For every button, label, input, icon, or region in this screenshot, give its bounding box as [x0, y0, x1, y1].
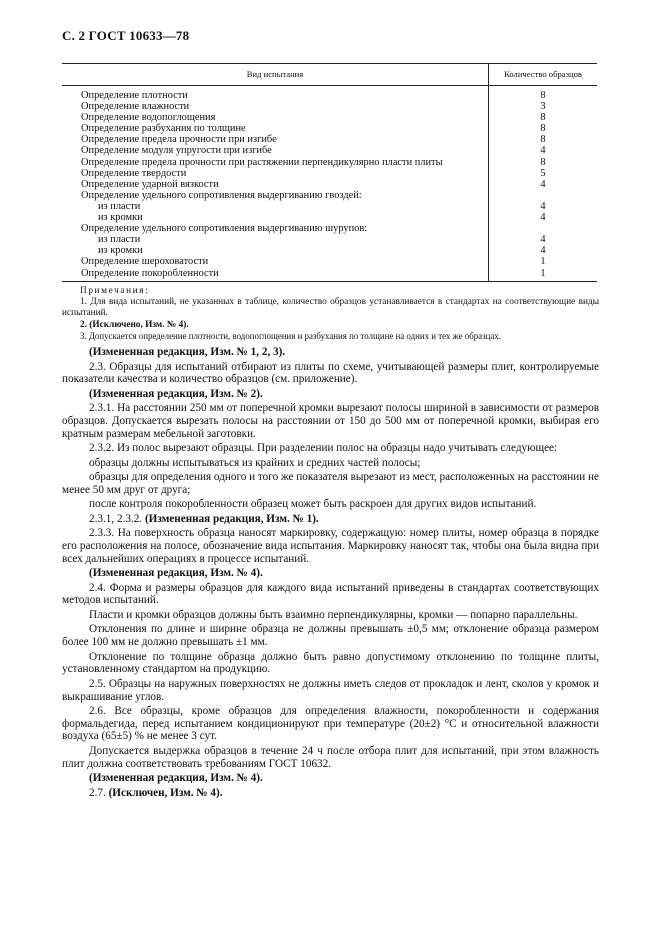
sample-count-cell: 5: [489, 168, 598, 179]
sample-count-cell: 8: [489, 134, 598, 145]
amendment-note: [62, 567, 599, 580]
amendment-note: [62, 388, 599, 401]
test-type-cell: Определение предела прочности при изгибе: [81, 134, 277, 146]
paragraph-2-4-b: Пласти и кромки образцов должны быть взаимно перпендикулярны, кромки — попарно параллельны.: [89, 608, 578, 621]
list-item: образцы должны испытываться из крайних и средних частей полосы;: [89, 456, 421, 469]
list-item: образцы для определения одного и того же показателя вырезают из мест, расположенных на расстоянии не менее 50 мм друг от друга;: [62, 471, 600, 496]
amendment-text: (Измененная редакция, Изм. № 2).: [89, 387, 263, 400]
paragraph-2-5: 2.5. Образцы на наружных поверхностях не должны иметь следов от прокладок и лент, сколов у кромок и выкрашивание углов.: [62, 677, 599, 703]
column-header-sample-count: Количество образцов: [489, 64, 598, 86]
sample-count-cell: [489, 223, 598, 234]
test-type-cell: Определение покоробленности: [81, 267, 219, 279]
table-row: [62, 268, 597, 282]
test-type-cell: Определение твердости: [81, 167, 187, 179]
amendment-text: (Измененная редакция, Изм. № 1).: [144, 512, 319, 525]
table-row: [62, 157, 597, 168]
test-type-cell: Определение влажности: [81, 101, 190, 113]
test-type-cell: из кромки: [98, 245, 143, 257]
sample-count-cell: 4: [489, 145, 598, 156]
table-row: [62, 256, 597, 267]
amendment-text: (Измененная редакция, Изм. № 4).: [89, 772, 263, 785]
table-row: [62, 190, 597, 201]
amendment-prefix: 2.3.1, 2.3.2.: [89, 512, 143, 525]
list-item: после контроля покоробленности образец может быть раскроен для других видов испытаний.: [89, 498, 537, 511]
document-body: [62, 286, 599, 801]
table-row: [62, 168, 597, 179]
test-type-cell: Определение удельного сопротивления выдергиванию гвоздей:: [81, 189, 362, 201]
table-body: [62, 86, 597, 282]
table-row: [62, 245, 597, 256]
amendment-text: (Измененная редакция, Изм. № 4).: [89, 567, 263, 580]
note-2: [62, 320, 599, 331]
paragraph-2-4-c: Отклонения по длине и ширине образца не должны превышать ±0,5 мм; отклонение образца размером более 100 мм не должно превышать ±1 мм.: [62, 623, 599, 649]
note-1: 1. Для вида испытаний, не указанных в таблице, количество образцов устанавливается в стандартах на соответствующие виды испытаний.: [62, 297, 599, 319]
paragraph-2-3-2: 2.3.2. Из полос вырезают образцы. При разделении полос на образцы надо учитывать следующее:: [89, 442, 558, 455]
amendment-text: (Измененная редакция, Изм. № 1, 2, 3).: [89, 346, 286, 359]
paragraph-2-3-3: 2.3.3. На поверхность образца наносят маркировку, содержащую: номер плиты, номер образца в порядке его расположения на полосе, обозначение вида испытания. Маркировку наносят так, чтобы она была видна при всех дальнейших операциях в процессе испытаний.: [62, 527, 599, 565]
amendment-note: [62, 346, 599, 359]
sample-count-cell: 4: [489, 234, 598, 245]
paragraph-2-3-1: 2.3.1. На расстоянии 250 мм от поперечной кромки вырезают полосы шириной в зависимости от размеров образцов. Допускается вырезать полосы на расстоянии от 150 до 500 мм от поперечной кромки, выбирая его кратным размерам мебельной заготовки.: [62, 402, 599, 440]
sample-count-cell: 8: [489, 112, 598, 123]
sample-count-cell: 8: [489, 157, 598, 168]
test-type-cell: из пласти: [98, 234, 141, 246]
table-row: [62, 86, 597, 102]
sample-count-cell: 8: [489, 86, 598, 102]
table-row: [62, 112, 597, 123]
sample-count-cell: 1: [489, 256, 598, 267]
test-type-cell: Определение разбухания по толщине: [81, 123, 246, 135]
sample-count-table: [62, 63, 597, 282]
amendment-note: [62, 772, 599, 785]
paragraph-2-7-prefix: 2.7.: [89, 786, 106, 799]
test-type-cell: Определение плотности: [81, 90, 188, 101]
page-header: С. 2 ГОСТ 10633—78: [62, 28, 190, 43]
paragraph-2-7: [62, 787, 599, 800]
note-2-bold: 2. (Исключено, Изм. № 4).: [80, 319, 189, 330]
amendment-note: [62, 513, 599, 526]
paragraph-2-6: 2.6. Все образцы, кроме образцов для определения влажности, покоробленности и содержания формальдегида, перед испытанием кондиционируют при температуре (20±2) °С и относительной влажности воздуха (65±5) % не менее 3 сут.: [62, 705, 599, 743]
sample-count-cell: [489, 190, 598, 201]
table-row: [62, 123, 597, 134]
sample-count-cell: 8: [489, 123, 598, 134]
sample-count-cell: 4: [489, 201, 598, 212]
paragraph-2-3: 2.3. Образцы для испытаний отбирают из плиты по схеме, учитывающей размеры плит, контролируемые показатели качества и количество образцов (см. приложение).: [62, 360, 599, 386]
test-type-cell: Определение водопоглощения: [81, 112, 216, 124]
sample-count-cell: 4: [489, 245, 598, 256]
test-type-cell: Определение модуля упругости при изгибе: [81, 145, 272, 157]
table-row: [62, 223, 597, 234]
table-row: [62, 212, 597, 223]
notes-title: Примечания:: [80, 286, 150, 296]
table-row: [62, 134, 597, 145]
sample-count-cell: 1: [489, 268, 598, 282]
test-type-cell: Определение ударной вязкости: [81, 178, 219, 190]
table-row: [62, 101, 597, 112]
sample-count-cell: 4: [489, 212, 598, 223]
note-3: 3. Допускается определение плотности, водопоглощения и разбухания по толщине на одних и тех же образцах.: [80, 330, 501, 341]
test-type-cell: Определение предела прочности при растяжении перпендикулярно пласти плиты: [81, 156, 443, 168]
test-type-cell: из кромки: [98, 212, 143, 224]
column-header-test-type: Вид испытания: [62, 64, 489, 86]
table-row: [62, 179, 597, 190]
paragraph-2-7-bold: (Исключен, Изм. № 4).: [108, 786, 223, 799]
table-row: [62, 234, 597, 245]
paragraph-2-6-b: Допускается выдержка образцов в течение 24 ч после отбора плит для испытаний, при этом влажность плит должна соответствовать требованиям ГОСТ 10632.: [62, 744, 599, 770]
sample-count-cell: 3: [489, 101, 598, 112]
table-row: [62, 201, 597, 212]
table-row: [62, 145, 597, 156]
notes-block: [62, 286, 599, 342]
paragraph-2-4-d: Отклонение по толщине образца должно быть равно допустимому отклонению по толщине плиты, установленному стандартом на продукцию.: [62, 650, 599, 676]
sample-count-cell: 4: [489, 179, 598, 190]
paragraph-2-4: 2.4. Форма и размеры образцов для каждого вида испытаний приведены в стандартах соответствующих методов испытаний.: [62, 581, 599, 607]
test-type-cell: Определение шероховатости: [81, 256, 209, 268]
test-type-cell: Определение удельного сопротивления выдергиванию шурупов:: [81, 223, 368, 235]
test-type-cell: из пласти: [98, 200, 141, 212]
